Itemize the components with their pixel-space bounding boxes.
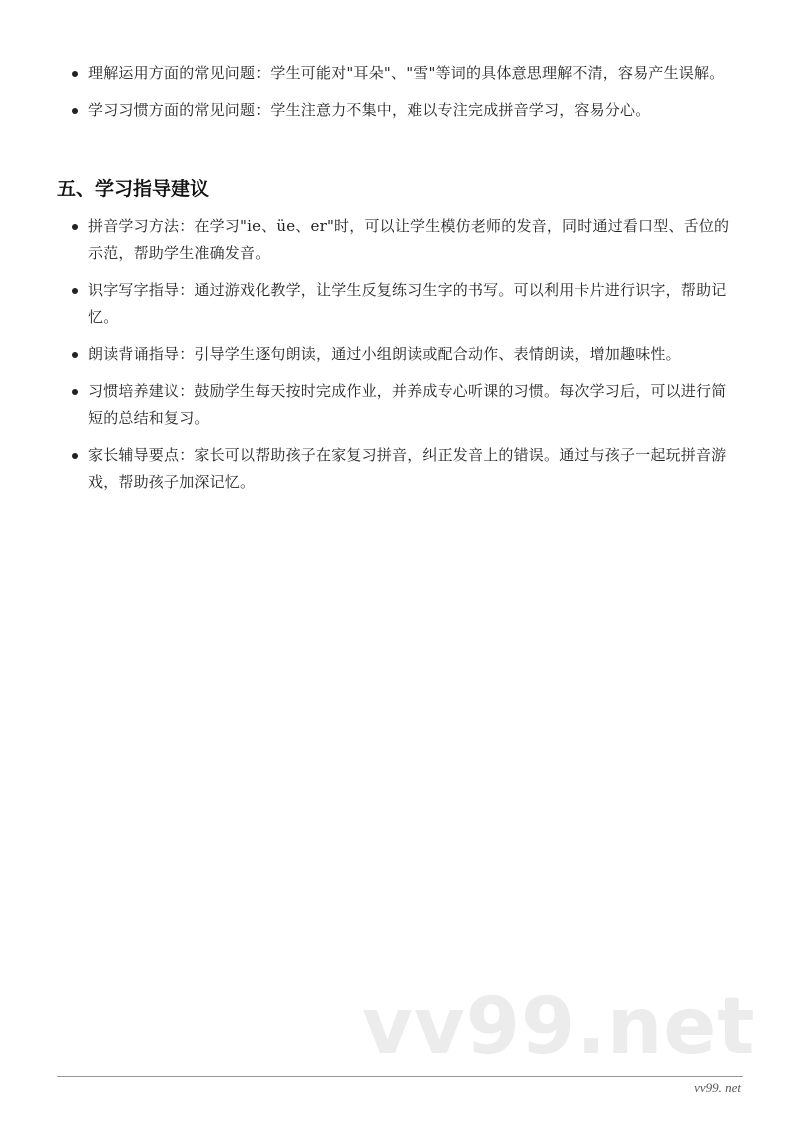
problem-list	[70, 60, 740, 134]
list-item-text: 习惯培养建议：鼓励学生每天按时完成作业，并养成专心听课的习惯。每次学习后，可以进行简短的总结和复习。	[88, 382, 727, 427]
bullet-icon	[72, 352, 78, 358]
bullet-icon	[72, 453, 78, 459]
footer-divider	[57, 1076, 743, 1077]
list-item	[70, 213, 740, 267]
bullet-icon	[72, 224, 78, 230]
list-item-text: 学习习惯方面的常见问题：学生注意力不集中，难以专注完成拼音学习，容易分心。	[88, 101, 651, 119]
list-item	[70, 341, 740, 368]
bullet-icon	[72, 288, 78, 294]
list-item-text: 拼音学习方法：在学习"ie、üe、er"时，可以让学生模仿老师的发音，同时通过看口型、舌位的示范，帮助学生准确发音。	[88, 217, 730, 262]
bullet-icon	[72, 389, 78, 395]
section-heading: 五、学习指导建议	[57, 178, 210, 200]
list-item	[70, 378, 740, 432]
list-item	[70, 97, 740, 124]
bullet-icon	[72, 108, 78, 114]
watermark: vv99.net	[362, 982, 756, 1072]
list-item	[70, 442, 740, 496]
guidance-list	[70, 213, 740, 506]
list-item-text: 识字写字指导：通过游戏化教学，让学生反复练习生字的书写。可以利用卡片进行识字，帮助记忆。	[88, 281, 727, 326]
list-item	[70, 60, 740, 87]
list-item	[70, 277, 740, 331]
list-item-text: 朗读背诵指导：引导学生逐句朗读，通过小组朗读或配合动作、表情朗读，增加趣味性。	[88, 345, 681, 363]
list-item-text: 家长辅导要点：家长可以帮助孩子在家复习拼音，纠正发音上的错误。通过与孩子一起玩拼音游戏，帮助孩子加深记忆。	[88, 446, 727, 491]
list-item-text: 理解运用方面的常见问题：学生可能对"耳朵"、"雪"等词的具体意思理解不清，容易产生误解。	[88, 64, 725, 82]
bullet-icon	[72, 71, 78, 77]
footer-site-label: vv99. net	[694, 1080, 741, 1095]
